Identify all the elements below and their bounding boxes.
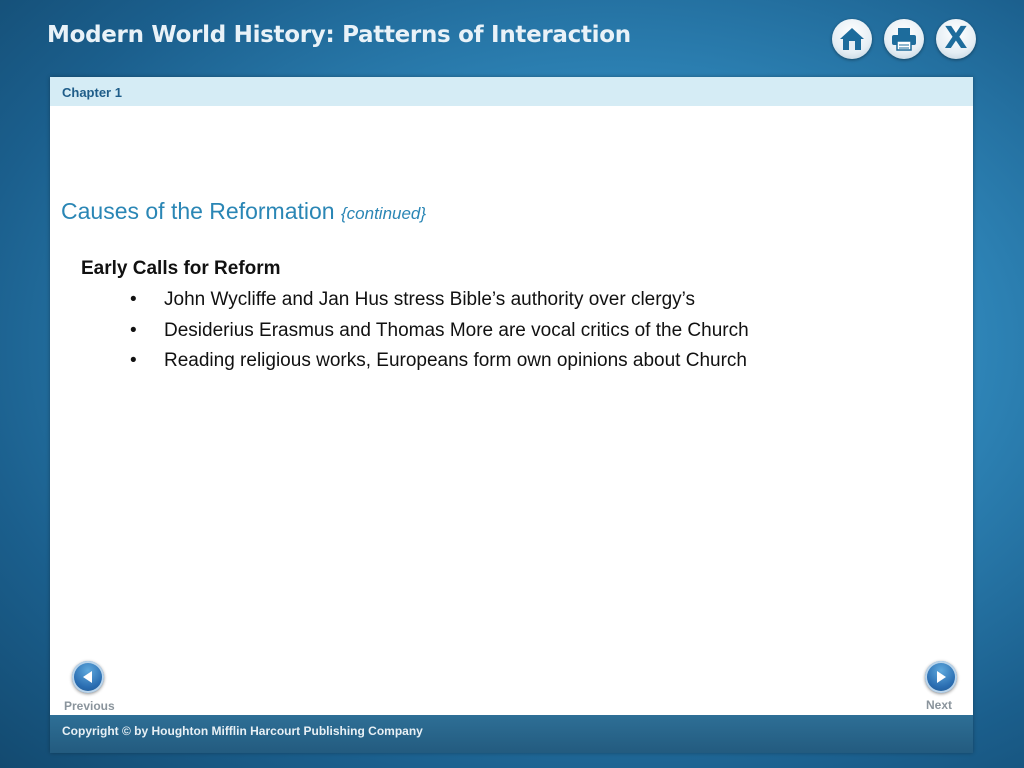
next-label[interactable]: Next (926, 698, 953, 712)
next-button[interactable] (925, 661, 957, 693)
chapter-bar (50, 77, 973, 106)
arrow-left-icon (81, 670, 95, 684)
previous-button[interactable] (72, 661, 104, 693)
close-icon: X (944, 21, 968, 56)
bullet-text: Reading religious works, Europeans form own opinions about Church (164, 350, 747, 371)
section-heading (61, 198, 426, 225)
bullet-list (130, 289, 749, 381)
arrow-right-icon (934, 670, 948, 684)
footer (50, 715, 973, 753)
bullet-text: John Wycliffe and Jan Hus stress Bible’s authority over clergy’s (164, 289, 696, 310)
bullet-icon: • (130, 319, 137, 341)
bullet-text: Desiderius Erasmus and Thomas More are vocal critics of the Church (164, 319, 749, 341)
close-button[interactable] (936, 19, 976, 59)
content-panel (50, 77, 973, 753)
list-item (130, 350, 749, 381)
bullet-icon: • (130, 289, 137, 310)
subheading: Early Calls for Reform (81, 258, 281, 279)
print-icon (891, 27, 917, 51)
section-heading-suffix: {continued} (340, 204, 427, 223)
print-button[interactable] (884, 19, 924, 59)
chapter-label: Chapter 1 (62, 85, 122, 100)
list-item (130, 320, 749, 351)
home-button[interactable] (832, 19, 872, 59)
app-title: Modern World History: Patterns of Interaction (47, 22, 631, 48)
previous-label[interactable]: Previous (64, 699, 115, 713)
copyright-text: Copyright © by Houghton Mifflin Harcourt Publishing Company (62, 724, 423, 738)
home-icon (839, 27, 865, 51)
list-item (130, 289, 749, 320)
section-heading-text: Causes of the Reformation (61, 198, 335, 224)
bullet-icon: • (130, 350, 137, 371)
